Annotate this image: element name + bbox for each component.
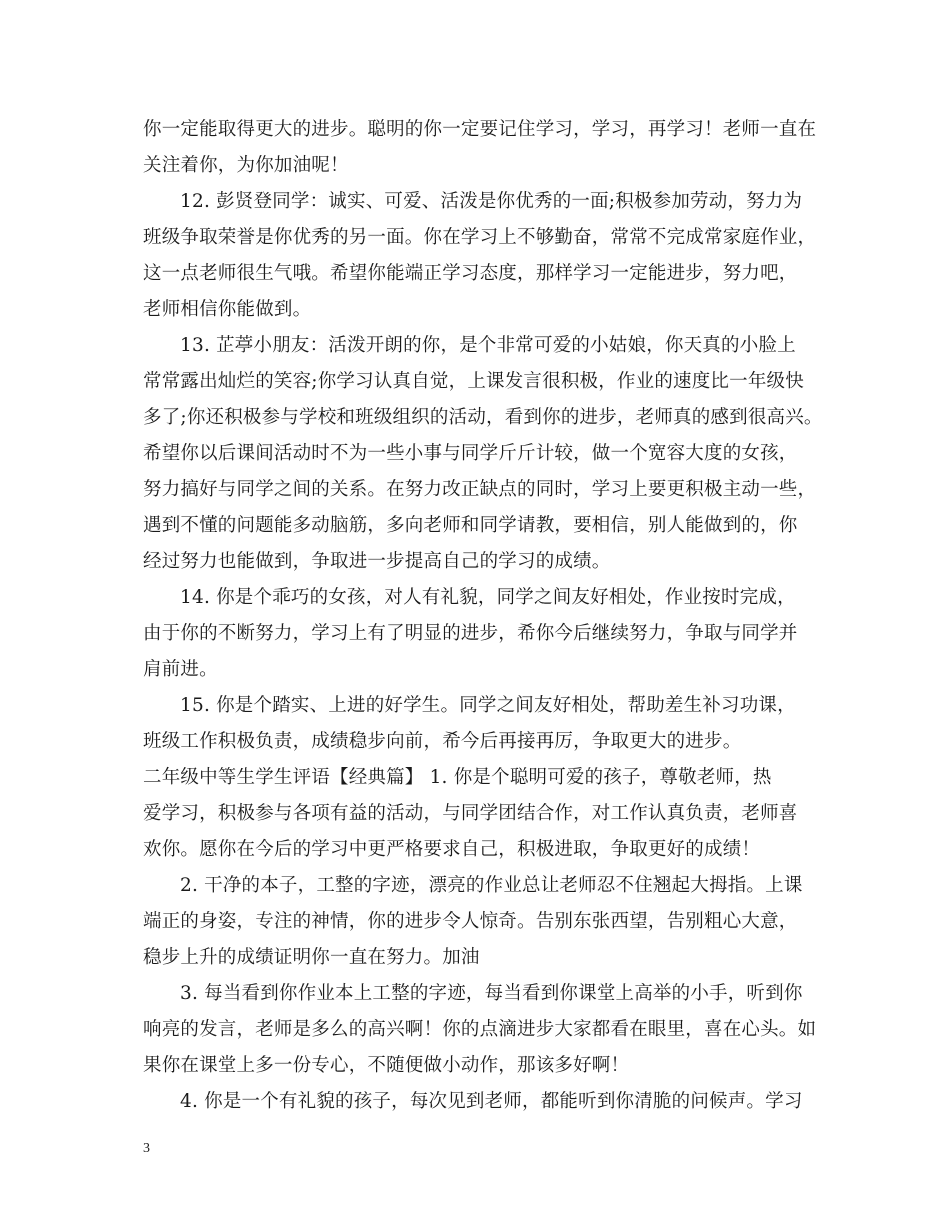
text-line: 12. 彭贤登同学：诚实、可爱、活泼是你优秀的一面;积极参加劳动，努力为 xyxy=(180,191,803,212)
text-line: 4. 你是一个有礼貌的孩子，每次见到老师，都能听到你清脆的问候声。学习 xyxy=(180,1091,803,1112)
text-line: 希望你以后课间活动时不为一些小事与同学斤斤计较，做一个宽容大度的女孩， xyxy=(143,443,798,464)
text-line: 14. 你是个乖巧的女孩，对人有礼貌，同学之间友好相处，作业按时完成， xyxy=(180,587,796,608)
page-number: 3 xyxy=(143,1141,150,1156)
text-line: 由于你的不断努力，学习上有了明显的进步，希你今后继续努力，争取与同学并 xyxy=(143,623,798,644)
text-line: 响亮的发言，老师是多么的高兴啊！你的点滴进步大家都看在眼里，喜在心头。如 xyxy=(143,1019,817,1040)
text-line: 13. 芷葶小朋友：活泼开朗的你，是个非常可爱的小姑娘，你天真的小脸上 xyxy=(180,335,796,356)
text-line: 2. 干净的本子，工整的字迹，漂亮的作业总让老师忍不住翘起大拇指。上课 xyxy=(180,875,803,896)
text-line: 15. 你是个踏实、上进的好学生。同学之间友好相处，帮助差生补习功课， xyxy=(180,695,796,716)
text-line: 欢你。愿你在今后的学习中更严格要求自己，积极进取，争取更好的成绩！ xyxy=(143,839,761,860)
text-line: 3. 每当看到你作业本上工整的字迹，每当看到你课堂上高举的小手，听到你 xyxy=(180,983,803,1004)
text-line: 常常露出灿烂的笑容;你学习认真自觉，上课发言很积极，作业的速度比一年级快 xyxy=(143,371,804,392)
text-line: 你一定能取得更大的进步。聪明的你一定要记住学习，学习，再学习！老师一直在 xyxy=(143,119,817,140)
text-line: 关注着你，为你加油呢！ xyxy=(143,155,349,176)
text-line: 这一点老师很生气哦。希望你能端正学习态度，那样学习一定能进步，努力吧， xyxy=(143,263,798,284)
text-line: 努力搞好与同学之间的关系。在努力改正缺点的同时，学习上要更积极主动一些， xyxy=(143,479,817,500)
text-line: 班级工作积极负责，成绩稳步向前，希今后再接再厉，争取更大的进步。 xyxy=(143,731,742,752)
text-line: 多了;你还积极参与学校和班级组织的活动，看到你的进步，老师真的感到很高兴。 xyxy=(143,407,823,428)
text-line: 遇到不懂的问题能多动脑筋，多向老师和同学请教，要相信，别人能做到的，你 xyxy=(143,515,798,536)
text-line: 经过努力也能做到，争取进一步提高自己的学习的成绩。 xyxy=(143,551,611,572)
text-line: 果你在课堂上多一份专心，不随便做小动作，那该多好啊！ xyxy=(143,1055,630,1076)
text-line: 班级争取荣誉是你优秀的另一面。你在学习上不够勤奋，常常不完成常家庭作业， xyxy=(143,227,817,248)
text-line: 老师相信你能做到。 xyxy=(143,299,312,320)
text-line: 稳步上升的成绩证明你一直在努力。加油 xyxy=(143,947,480,968)
text-line: 肩前进。 xyxy=(143,659,218,680)
text-line: 端正的身姿，专注的神情，你的进步令人惊奇。告别东张西望，告别粗心大意， xyxy=(143,911,798,932)
section-heading-line: 二年级中等生学生评语【经典篇】 1. 你是个聪明可爱的孩子，尊敬老师，热 xyxy=(143,767,772,788)
text-line: 爱学习，积极参与各项有益的活动，与同学团结合作，对工作认真负责，老师喜 xyxy=(143,803,798,824)
